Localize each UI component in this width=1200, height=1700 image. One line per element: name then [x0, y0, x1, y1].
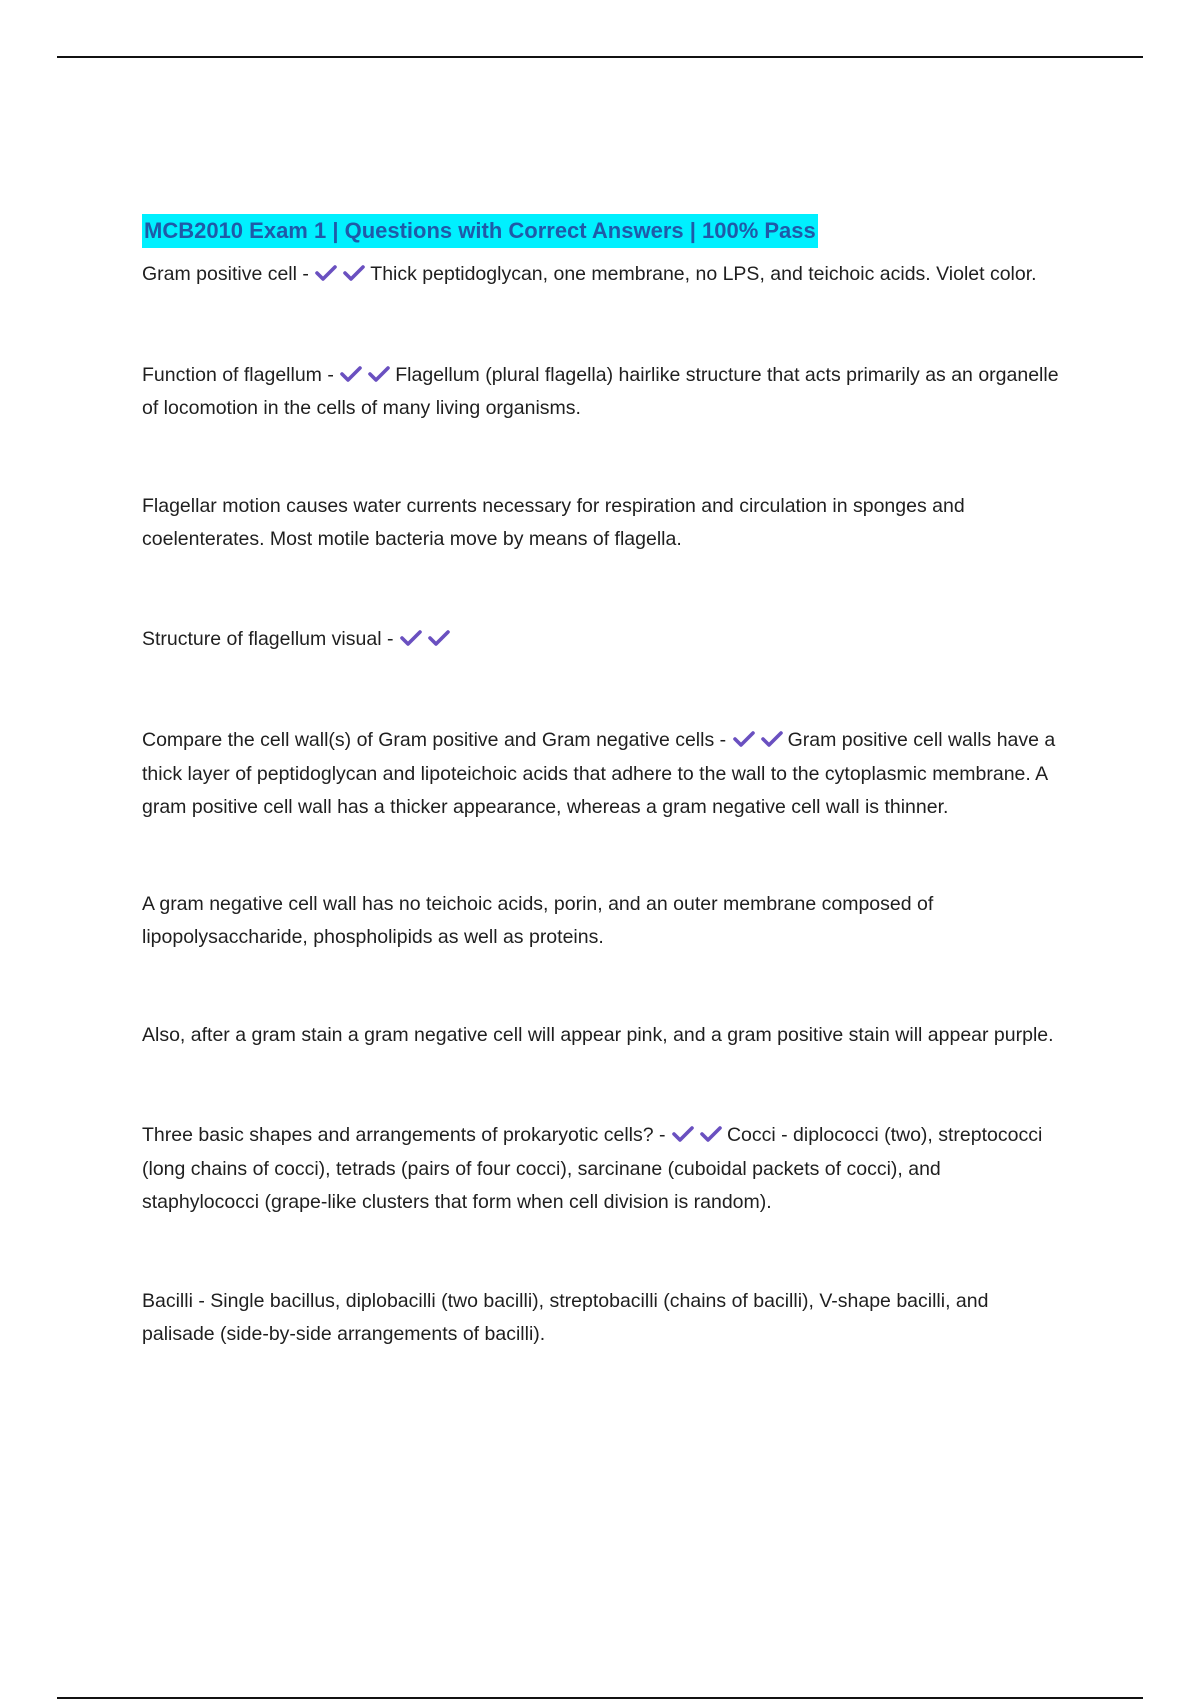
answer-text: Cocci - diplococci (two), streptococci (long chains of cocci), tetrads (pairs of four cocci), sarcinane (cuboidal packets of cocci), and staphylococci (grape-like clusters that form when cell division is random). — [142, 1124, 1043, 1213]
qa-entry — [142, 724, 1062, 825]
bottom-divider — [57, 1697, 1143, 1699]
qa-entry — [142, 623, 1062, 657]
question-text: Three basic shapes and arrangements of prokaryotic cells? - — [142, 1124, 666, 1146]
checkmark-icon — [732, 729, 756, 749]
top-divider — [57, 56, 1143, 58]
question-text: Gram positive cell - — [142, 263, 309, 285]
question-text: Structure of flagellum visual - — [142, 627, 394, 650]
checkmark-icon — [399, 628, 423, 648]
checkmark-icon — [339, 364, 363, 384]
qa-entry — [142, 258, 1062, 292]
paragraph: Also, after a gram stain a gram negative cell will appear pink, and a gram positive stain will appear purple. — [142, 1023, 1054, 1046]
checkmark-icon — [314, 263, 338, 283]
answer-text: Gram positive cell walls have a thick layer of peptidoglycan and lipoteichoic acids that adhere to the wall to the cytoplasmic membrane. A gram positive cell wall has a thicker appearance, whereas a gram negative cell wall is thinner. — [142, 729, 1056, 818]
checkmark-icon — [699, 1124, 723, 1144]
qa-entry — [142, 359, 1062, 426]
answer-text: Flagellum (plural flagella) hairlike structure that acts primarily as an organelle of locomotion in the cells of many living organisms. — [142, 363, 1059, 419]
paragraph: Bacilli - Single bacillus, diplobacilli (two bacilli), streptobacilli (chains of bacilli), V-shape bacilli, and palisade (side-by-side arrangements of bacilli). — [142, 1289, 989, 1345]
checkmark-icon — [367, 364, 391, 384]
paragraph: A gram negative cell wall has no teichoic acids, porin, and an outer membrane composed of lipopolysaccharide, phospholipids as well as proteins. — [142, 892, 934, 948]
question-text: Compare the cell wall(s) of Gram positive and Gram negative cells - — [142, 729, 727, 751]
checkmark-icon — [760, 729, 784, 749]
checkmark-icon — [671, 1124, 695, 1144]
checkmark-icon — [427, 628, 451, 648]
qa-entry — [142, 1119, 1062, 1220]
document-title: MCB2010 Exam 1 | Questions with Correct Answers | 100% Pass — [142, 214, 818, 248]
answer-text: Thick peptidoglycan, one membrane, no LPS, and teichoic acids. Violet color. — [370, 263, 1037, 285]
document-body — [142, 214, 1062, 1352]
paragraph: Flagellar motion causes water currents necessary for respiration and circulation in sponges and coelenterates. Most motile bacteria move by means of flagella. — [142, 494, 965, 550]
checkmark-icon — [342, 263, 366, 283]
question-text: Function of flagellum - — [142, 363, 334, 386]
